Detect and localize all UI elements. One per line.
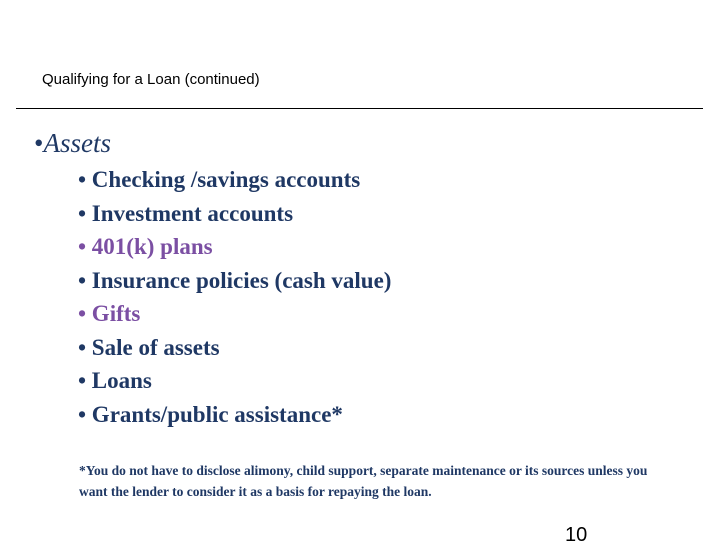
asset-item-401k-plans: • 401(k) plans xyxy=(78,234,213,259)
title-divider xyxy=(16,108,703,109)
asset-item-loans: • Loans xyxy=(78,368,152,393)
asset-item-insurance-policies: • Insurance policies (cash value) xyxy=(78,267,392,293)
heading-text: Assets xyxy=(43,128,111,158)
footnote: *You do not have to disclose alimony, child support, separate maintenance or its sources unless you want the lender to consider it as a basis for repaying the loan. xyxy=(79,463,648,499)
asset-item-checking-savings: • Checking /savings accounts xyxy=(78,167,361,192)
section-heading xyxy=(34,128,111,159)
heading-bullet: • xyxy=(34,128,44,158)
page-number: 10 xyxy=(565,524,588,546)
asset-list xyxy=(78,163,391,431)
asset-item-grants-public-assistance: • Grants/public assistance* xyxy=(78,401,343,427)
asset-item-sale-of-assets: • Sale of assets xyxy=(78,334,220,360)
asset-item-investment-accounts: • Investment accounts xyxy=(78,200,294,226)
slide-title: Qualifying for a Loan (continued) xyxy=(42,71,260,88)
asset-item-gifts: • Gifts xyxy=(78,301,141,326)
